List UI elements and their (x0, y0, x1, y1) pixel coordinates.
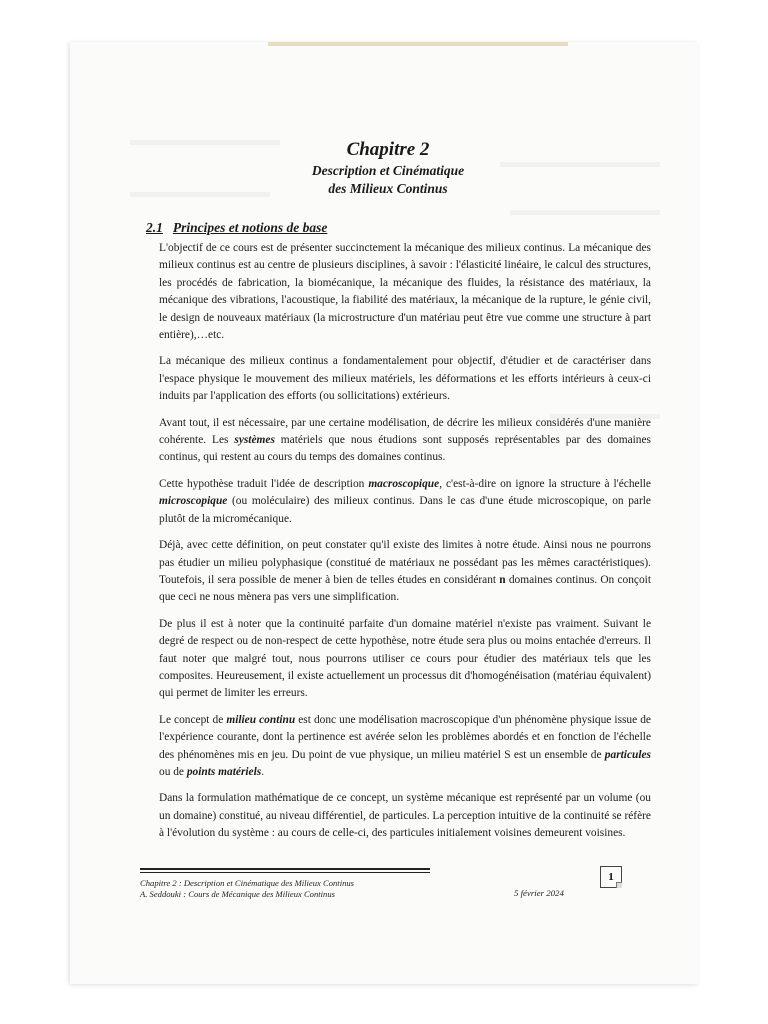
text-run: matériels que nous étudions sont supposés représentables par des domaines continus, qui restent au cours du temps des domaines continus. (159, 434, 651, 464)
text-run: Cette hypothèse traduit l'idée de description (159, 477, 369, 490)
paragraph-6: De plus il est à noter que la continuité parfaite d'un domaine matériel n'existe pas vraiment. Suivant le degré de respect ou de non-respect de cette hypothèse, notre étude sera plus ou moins entachée d'erreurs. Il faut noter que malgré tout, nous pourrons utiliser ce cours pour étudier des matériaux tels que les composites. Heureusement, il existe actuellement un processus dit d'homogénéisation (matériau équivalent) qui permet de limiter les erreurs. (159, 617, 651, 700)
chapter-subtitle-line1: Description et Cinématique (311, 163, 465, 178)
paragraph-7 (159, 712, 651, 782)
body-text (159, 240, 651, 852)
footer-text (140, 878, 354, 900)
section-heading (146, 220, 327, 236)
emphasis-milieu-continu: milieu continu (226, 713, 296, 726)
text-run: domaines continus. On conçoit que ceci ne nous mènera pas vers une simplification. (159, 573, 651, 604)
footer-rule (140, 872, 430, 873)
paragraph-8: Dans la formulation mathématique de ce concept, un système mécanique est représenté par un volume (ou un domaine) constitué, au niveau différentiel, de particules. La perception intuitive de la continuité se réfère à l'évolution du système : au cours de celle-ci, des particules initialement voisines demeurent voisines. (159, 792, 651, 840)
bleed-through (130, 140, 280, 145)
text-run: ou de (159, 765, 187, 778)
section-number: 2.1 (146, 220, 163, 235)
bleed-through (510, 210, 660, 215)
paragraph-4 (159, 476, 651, 528)
text-run: Déjà, avec cette définition, on peut constater qu'il existe des limites à notre étude. Ainsi nous ne pourrons pas étudier un milieu polyphasique (constitué de matériaux ne possédant pas les mêmes caractéristiques). Toutefois, il sera possible de mener à bien de telles études en considérant (159, 539, 651, 586)
footer-line2: A. Seddouki : Cours de Mécanique des Milieux Continus (140, 889, 335, 899)
text-run: (ou moléculaire) des milieux continus. Dans le cas d'une étude microscopique, on parle plutôt de la micromécanique. (159, 495, 651, 525)
emphasis-points-materiels: points matériels (186, 765, 262, 778)
emphasis-systemes: systèmes (234, 434, 275, 447)
footer-rule (140, 868, 430, 870)
emphasis-n: n (499, 573, 506, 586)
bleed-through (130, 192, 270, 197)
text-run: est donc une modélisation macroscopique d'un phénomène physique issue de l'expérience courante, dont la pertinence est avérée selon les problèmes abordés et en fonction de l'échelle des phénomènes mis en jeu. Du point de vue physique, un milieu matériel S est un ensemble de (159, 713, 651, 761)
paragraph-1: L'objectif de ce cours est de présenter succinctement la mécanique des milieux continus. La mécanique des milieux continus est au centre de plusieurs disciplines, à savoir : l'élasticité linéaire, le calcul des structures, les procédés de fabrication, la biomécanique, la mécanique des fluides, la résistance des matériaux, la mécanique des vibrations, l'acoustique, la fiabilité des matériaux, la mécanique de la rupture, le génie civil, le design de nouveaux matériaux (la microstructure d'un matériau peut être vue comme une structure à part entière),…etc. (159, 242, 651, 342)
document-page (70, 42, 698, 984)
chapter-subtitle-line2: des Milieux Continus (328, 181, 448, 196)
text-run: , c'est-à-dire on ignore la structure à l'échelle (439, 477, 651, 490)
section-title: Principes et notions de base (172, 220, 328, 235)
paragraph-5 (159, 537, 651, 607)
emphasis-microscopique: microscopique (159, 495, 228, 508)
text-run: Le concept de (159, 713, 227, 726)
paragraph-2: La mécanique des milieux continus a fondamentalement pour objectif, d'étudier et de caractériser dans l'espace physique le mouvement des milieux matériels, les déformations et les efforts intérieurs à ceux-ci induits par l'application des efforts (ou sollicitations) extérieurs. (159, 355, 651, 403)
chapter-heading (298, 138, 478, 198)
text-run: Avant tout, il est nécessaire, par une certaine modélisation, de décrire les milieux considérés d'une manière cohérente. Les (159, 416, 651, 447)
chapter-title: Chapitre 2 (346, 139, 430, 160)
footer-date: 5 février 2024 (514, 888, 564, 898)
footer-line1: Chapitre 2 : Description et Cinématique des Milieux Continus (140, 878, 355, 888)
top-paper-strip (268, 42, 568, 46)
page-number: 1 (600, 866, 622, 888)
paragraph-3 (159, 415, 651, 467)
emphasis-particules: particules (604, 748, 651, 761)
bleed-through (500, 162, 660, 167)
emphasis-macroscopique: macroscopique (368, 477, 440, 490)
text-run: . (261, 765, 265, 778)
